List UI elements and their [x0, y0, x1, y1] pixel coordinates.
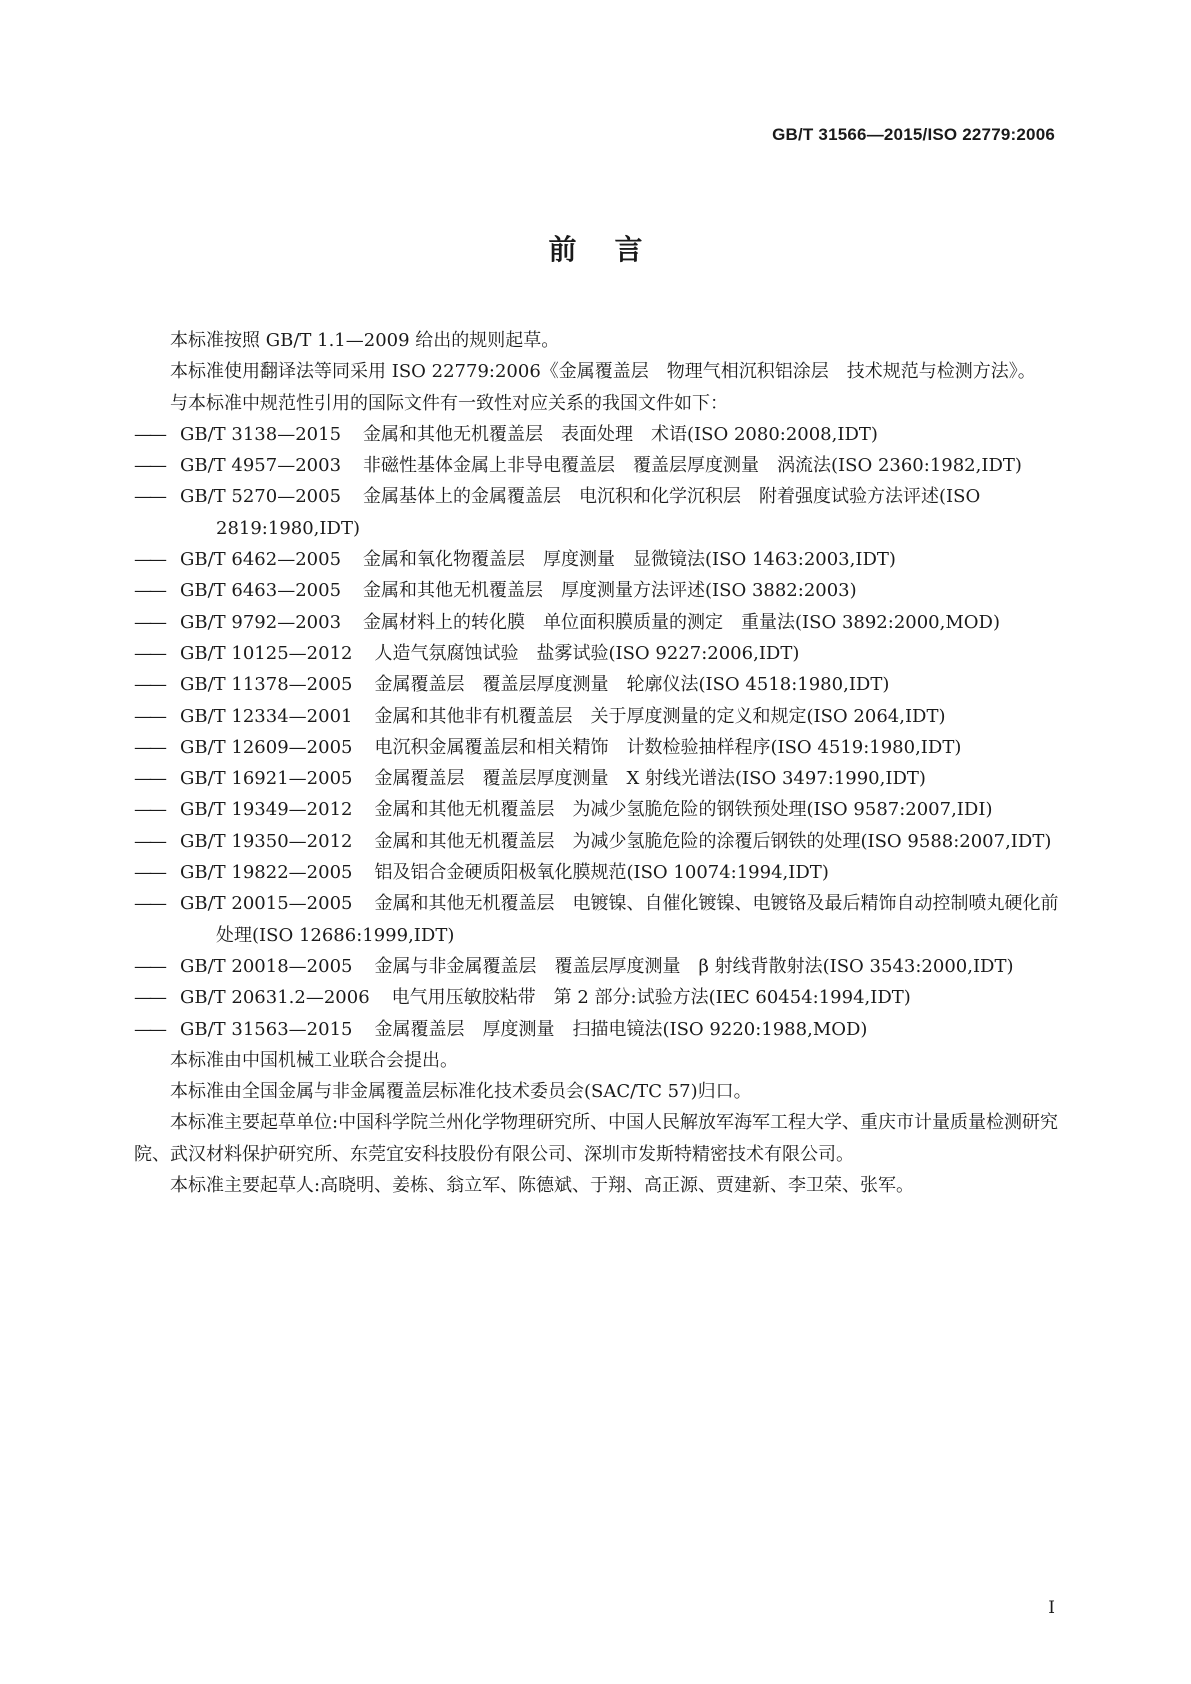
- reference-code: GB/T 19350—2012: [180, 830, 353, 852]
- reference-item: [134, 419, 1062, 450]
- reference-title: 金属和其他无机覆盖层 为减少氢脆危险的涂覆后钢铁的处理(ISO 9588:2007,IDT): [374, 830, 1052, 852]
- reference-title: 金属覆盖层 覆盖层厚度测量 X 射线光谱法(ISO 3497:1990,IDT): [374, 768, 926, 790]
- page-title: 前言: [548, 233, 681, 266]
- reference-title: 金属和其他无机覆盖层 电镀镍、自催化镀镍、电镀铬及最后精饰自动控制喷丸硬化前处理(ISO 12686:1999,IDT): [216, 893, 1059, 946]
- reference-title: 金属覆盖层 覆盖层厚度测量 轮廓仪法(ISO 4518:1980,IDT): [374, 674, 890, 696]
- foreword-body: [134, 325, 1062, 1201]
- reference-item: [134, 732, 1062, 763]
- reference-dash: ——: [134, 893, 164, 915]
- reference-title: 金属覆盖层 厚度测量 扫描电镜法(ISO 9220:1988,MOD): [374, 1018, 868, 1040]
- intro-paragraph: 与本标准中规范性引用的国际文件有一致性对应关系的我国文件如下：: [170, 392, 728, 414]
- reference-dash: ——: [134, 799, 164, 821]
- reference-title: 铝及铝合金硬质阳极氧化膜规范(ISO 10074:1994,IDT): [374, 862, 829, 884]
- reference-dash: ——: [134, 736, 164, 758]
- closing-paragraph: 本标准主要起草人:高晓明、姜栋、翁立军、陈德斌、于翔、高正源、贾建新、李卫荣、张军。: [170, 1175, 915, 1197]
- reference-code: GB/T 19349—2012: [180, 799, 353, 821]
- reference-code: GB/T 31563—2015: [180, 1018, 353, 1040]
- reference-dash: ——: [134, 455, 164, 477]
- reference-item: [134, 607, 1062, 638]
- reference-item: [134, 481, 1062, 544]
- reference-title: 非磁性基体金属上非导电覆盖层 覆盖层厚度测量 涡流法(ISO 2360:1982,IDT): [363, 455, 1022, 477]
- reference-item: [134, 794, 1062, 825]
- reference-item: [134, 826, 1062, 857]
- reference-dash: ——: [134, 830, 164, 852]
- standard-number: GB/T 31566—2015/ISO 22779:2006: [772, 125, 1055, 144]
- reference-item: [134, 888, 1062, 951]
- reference-item: [134, 701, 1062, 732]
- reference-item: [134, 450, 1062, 481]
- intro-paragraph: 本标准使用翻译法等同采用 ISO 22779:2006《金属覆盖层 物理气相沉积铝涂层 技术规范与检测方法》。: [170, 361, 1036, 383]
- reference-code: GB/T 9792—2003: [180, 611, 342, 633]
- reference-item: [134, 1014, 1062, 1045]
- reference-title: 金属与非金属覆盖层 覆盖层厚度测量 β 射线背散射法(ISO 3543:2000,IDT): [374, 955, 1014, 977]
- reference-code: GB/T 20015—2005: [180, 893, 353, 915]
- reference-item: [134, 857, 1062, 888]
- reference-title: 金属材料上的转化膜 单位面积膜质量的测定 重量法(ISO 3892:2000,MOD): [363, 611, 1001, 633]
- reference-dash: ——: [134, 705, 164, 727]
- reference-item: [134, 982, 1062, 1013]
- reference-code: GB/T 3138—2015: [180, 423, 342, 445]
- reference-item: [134, 638, 1062, 669]
- reference-code: GB/T 19822—2005: [180, 862, 353, 884]
- reference-code: GB/T 12334—2001: [180, 705, 353, 727]
- reference-title: 金属基体上的金属覆盖层 电沉积和化学沉积层 附着强度试验方法评述(ISO 2819:1980,IDT): [216, 486, 981, 539]
- reference-dash: ——: [134, 674, 164, 696]
- reference-code: GB/T 20631.2—2006: [180, 987, 370, 1009]
- reference-dash: ——: [134, 642, 164, 664]
- reference-code: GB/T 6462—2005: [180, 549, 342, 571]
- reference-title: 金属和其他无机覆盖层 表面处理 术语(ISO 2080:2008,IDT): [363, 423, 878, 445]
- reference-dash: ——: [134, 987, 164, 1009]
- reference-code: GB/T 12609—2005: [180, 736, 353, 758]
- closing-paragraph: 本标准由全国金属与非金属覆盖层标准化技术委员会(SAC/TC 57)归口。: [170, 1081, 752, 1103]
- reference-title: 金属和氧化物覆盖层 厚度测量 显微镜法(ISO 1463:2003,IDT): [363, 549, 896, 571]
- reference-dash: ——: [134, 955, 164, 977]
- reference-code: GB/T 5270—2005: [180, 486, 342, 508]
- reference-dash: ——: [134, 580, 164, 602]
- reference-item: [134, 669, 1062, 700]
- reference-dash: ——: [134, 486, 164, 508]
- page-number: I: [1048, 1598, 1055, 1618]
- reference-code: GB/T 16921—2005: [180, 768, 353, 790]
- reference-code: GB/T 4957—2003: [180, 455, 342, 477]
- reference-title: 人造气氛腐蚀试验 盐雾试验(ISO 9227:2006,IDT): [374, 642, 800, 664]
- reference-dash: ——: [134, 862, 164, 884]
- reference-code: GB/T 20018—2005: [180, 955, 353, 977]
- reference-dash: ——: [134, 768, 164, 790]
- reference-item: [134, 575, 1062, 606]
- reference-title: 电沉积金属覆盖层和相关精饰 计数检验抽样程序(ISO 4519:1980,IDT): [374, 736, 962, 758]
- reference-code: GB/T 11378—2005: [180, 674, 353, 696]
- reference-dash: ——: [134, 1018, 164, 1040]
- intro-paragraph: 本标准按照 GB/T 1.1—2009 给出的规则起草。: [170, 330, 560, 351]
- reference-title: 电气用压敏胶粘带 第 2 部分:试验方法(IEC 60454:1994,IDT): [391, 987, 911, 1009]
- reference-dash: ——: [134, 423, 164, 445]
- closing-paragraph: 本标准由中国机械工业联合会提出。: [170, 1049, 458, 1071]
- reference-code: GB/T 6463—2005: [180, 580, 342, 602]
- reference-item: [134, 544, 1062, 575]
- reference-dash: ——: [134, 611, 164, 633]
- reference-title: 金属和其他非有机覆盖层 关于厚度测量的定义和规定(ISO 2064,IDT): [374, 705, 946, 727]
- reference-list: [134, 419, 1062, 1045]
- closing-paragraph: 本标准主要起草单位:中国科学院兰州化学物理研究所、中国人民解放军海军工程大学、重庆市计量质量检测研究院、武汉材料保护研究所、东莞宜安科技股份有限公司、深圳市发斯特精密技术有限公司。: [134, 1112, 1059, 1165]
- reference-dash: ——: [134, 549, 164, 571]
- reference-title: 金属和其他无机覆盖层 厚度测量方法评述(ISO 3882:2003): [363, 580, 857, 602]
- reference-item: [134, 763, 1062, 794]
- reference-title: 金属和其他无机覆盖层 为减少氢脆危险的钢铁预处理(ISO 9587:2007,IDI): [374, 799, 993, 821]
- reference-code: GB/T 10125—2012: [180, 642, 353, 664]
- reference-item: [134, 951, 1062, 982]
